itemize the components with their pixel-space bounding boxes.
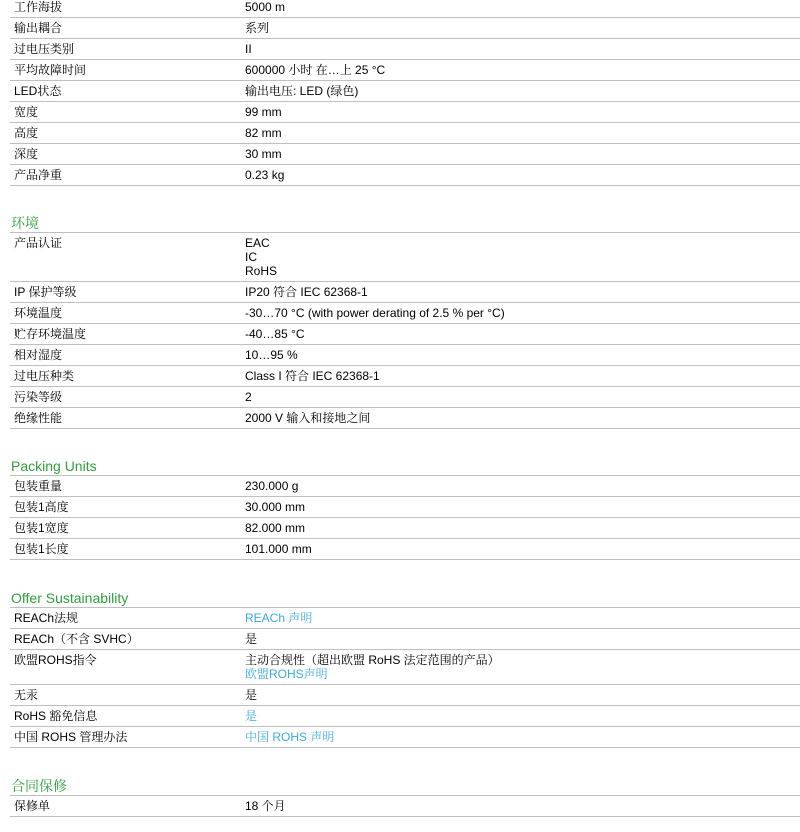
row-value: 2000 V 输入和接地之间 <box>240 408 800 429</box>
row-value: 输出电压: LED (绿色) <box>240 81 800 102</box>
row-label: 相对湿度 <box>10 345 240 366</box>
row-value: 是 <box>240 685 800 706</box>
table-row <box>10 408 800 429</box>
row-label: 绝缘性能 <box>10 408 240 429</box>
row-label: 产品认证 <box>10 233 240 282</box>
row-label: 高度 <box>10 123 240 144</box>
certification-item: IC <box>245 250 257 264</box>
row-value: 18 个月 <box>240 796 800 817</box>
general-table <box>10 0 800 186</box>
reach-declaration-link[interactable]: REACh 声明 <box>245 611 313 625</box>
row-value-cell <box>240 650 800 685</box>
table-row <box>10 233 800 282</box>
row-value: 99 mm <box>240 102 800 123</box>
table-row <box>10 60 800 81</box>
row-label: 贮存环境温度 <box>10 324 240 345</box>
warranty-table <box>10 795 800 817</box>
row-label: IP 保护等级 <box>10 282 240 303</box>
table-row <box>10 144 800 165</box>
certification-item: EAC <box>245 236 270 250</box>
table-row <box>10 165 800 186</box>
row-value: 10…95 % <box>240 345 800 366</box>
row-label: 产品净重 <box>10 165 240 186</box>
row-label: 无汞 <box>10 685 240 706</box>
section-title-offer-sustainability: Offer Sustainability <box>11 590 129 606</box>
certification-item: RoHS <box>245 264 278 278</box>
row-value: -40…85 °C <box>240 324 800 345</box>
rohs-eu-status: 主动合规性（超出欧盟 RoHS 法定范围的产品） <box>245 653 500 667</box>
row-value: 5000 m <box>240 0 800 18</box>
row-label: 宽度 <box>10 102 240 123</box>
row-label: 包装重量 <box>10 476 240 497</box>
table-row <box>10 102 800 123</box>
row-label: 工作海拔 <box>10 0 240 18</box>
certification-list <box>240 233 800 282</box>
rohs-exemption-link[interactable]: 是 <box>245 709 258 723</box>
row-value: 30 mm <box>240 144 800 165</box>
row-label: REACh（不含 SVHC） <box>10 629 240 650</box>
table-row <box>10 629 800 650</box>
row-value: IP20 符合 IEC 62368-1 <box>240 282 800 303</box>
table-row <box>10 303 800 324</box>
row-value: 2 <box>240 387 800 408</box>
sustainability-table <box>10 607 800 748</box>
row-value: 82 mm <box>240 123 800 144</box>
table-row <box>10 497 800 518</box>
environment-table <box>10 232 800 429</box>
row-value: -30…70 °C (with power derating of 2.5 % per °C) <box>240 303 800 324</box>
row-label: RoHS 豁免信息 <box>10 706 240 727</box>
table-row <box>10 366 800 387</box>
row-label: 包装1长度 <box>10 539 240 560</box>
row-value: 是 <box>240 629 800 650</box>
table-row <box>10 324 800 345</box>
table-row <box>10 727 800 748</box>
table-row <box>10 650 800 685</box>
china-rohs-declaration-link[interactable]: 中国 ROHS 声明 <box>245 730 335 744</box>
row-label: 过电压类别 <box>10 39 240 60</box>
row-value-cell <box>240 727 800 748</box>
row-label: LED状态 <box>10 81 240 102</box>
row-value: 230.000 g <box>240 476 800 497</box>
row-value: 82.000 mm <box>240 518 800 539</box>
packing-table <box>10 475 800 560</box>
table-row <box>10 39 800 60</box>
row-value: 101.000 mm <box>240 539 800 560</box>
table-row <box>10 345 800 366</box>
table-row <box>10 81 800 102</box>
table-row <box>10 387 800 408</box>
row-value-cell <box>240 608 800 629</box>
table-row <box>10 123 800 144</box>
row-label: 平均故障时间 <box>10 60 240 81</box>
row-label: 包装1宽度 <box>10 518 240 539</box>
table-row <box>10 608 800 629</box>
row-value: 600000 小时 在…上 25 °C <box>240 60 800 81</box>
row-label: 过电压种类 <box>10 366 240 387</box>
table-row <box>10 685 800 706</box>
table-row <box>10 796 800 817</box>
section-title-packing-units: Packing Units <box>11 458 97 474</box>
section-title-environment: 环境 <box>11 215 39 231</box>
table-row <box>10 706 800 727</box>
table-row <box>10 539 800 560</box>
row-label: 环境温度 <box>10 303 240 324</box>
row-label: 保修单 <box>10 796 240 817</box>
row-label: 欧盟ROHS指令 <box>10 650 240 685</box>
row-value: II <box>240 39 800 60</box>
row-label: 深度 <box>10 144 240 165</box>
row-value: 30.000 mm <box>240 497 800 518</box>
row-value: Class I 符合 IEC 62368-1 <box>240 366 800 387</box>
table-row <box>10 518 800 539</box>
row-label: REACh法规 <box>10 608 240 629</box>
table-row <box>10 18 800 39</box>
row-value-cell <box>240 706 800 727</box>
row-label: 污染等级 <box>10 387 240 408</box>
row-label: 包装1高度 <box>10 497 240 518</box>
row-label: 输出耦合 <box>10 18 240 39</box>
row-value: 0.23 kg <box>240 165 800 186</box>
row-label: 中国 ROHS 管理办法 <box>10 727 240 748</box>
table-row <box>10 282 800 303</box>
rohs-eu-declaration-link[interactable]: 欧盟ROHS声明 <box>245 667 328 681</box>
table-row <box>10 0 800 18</box>
table-row <box>10 476 800 497</box>
section-title-warranty: 合同保修 <box>11 778 67 794</box>
row-value: 系列 <box>240 18 800 39</box>
